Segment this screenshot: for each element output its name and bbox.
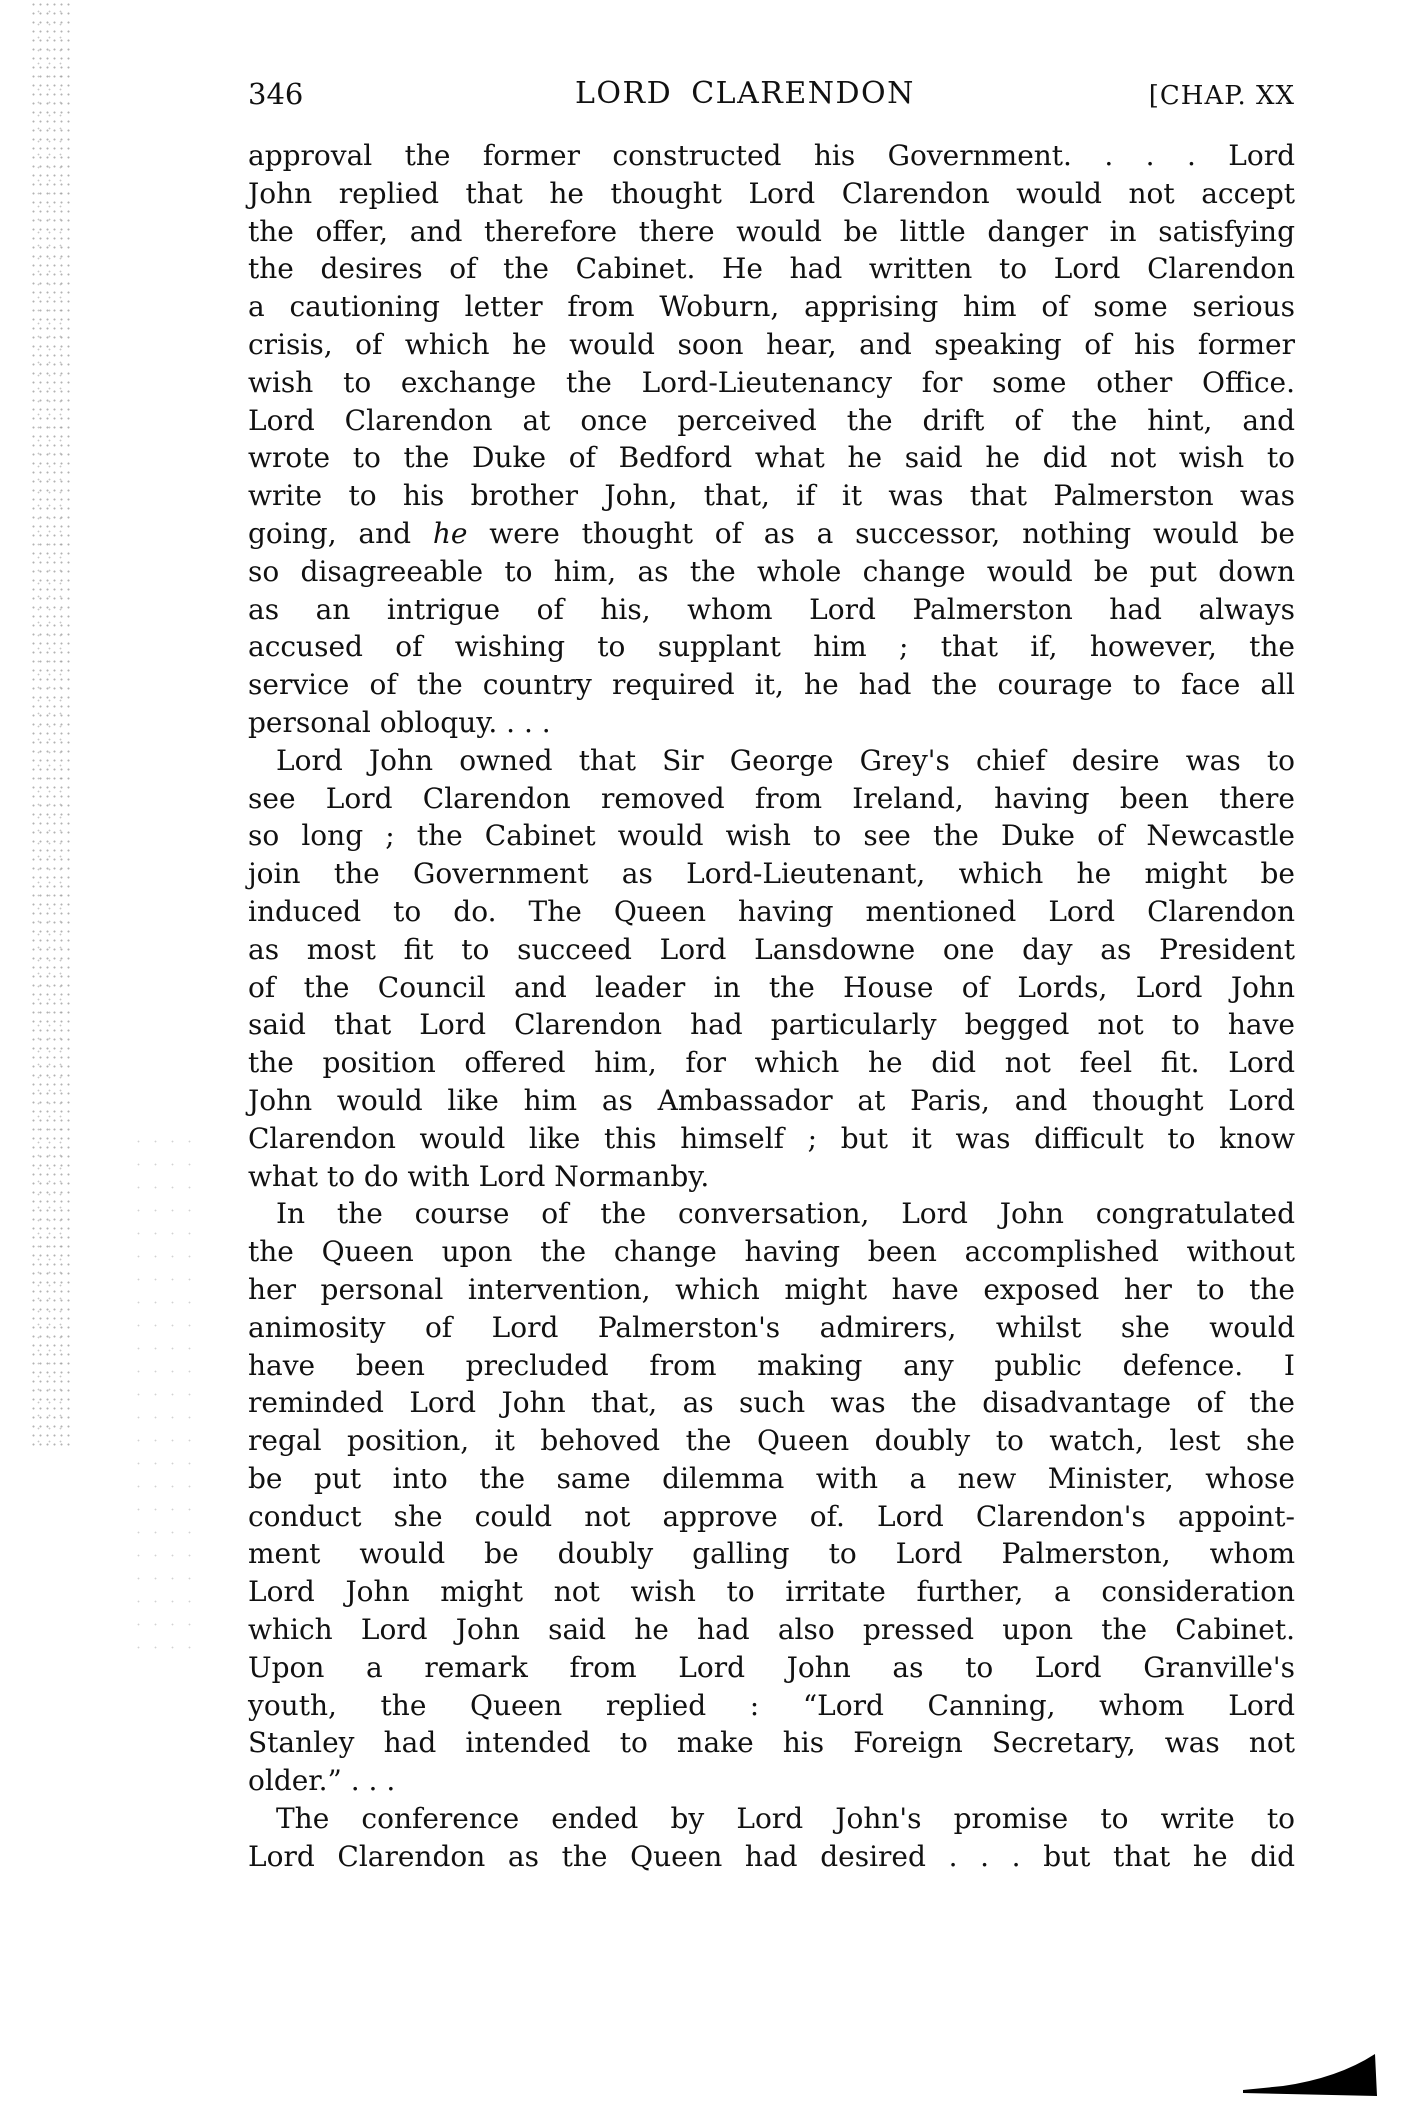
text-line: animosity of Lord Palmerston's admirers, whilst she would	[248, 1310, 1295, 1344]
text-line: so disagreeable to him, as the whole change would be put down	[248, 554, 1295, 588]
text-line: a cautioning letter from Woburn, apprising him of some serious	[248, 290, 1295, 324]
text-line: crisis, of which he would soon hear, and speaking of his former	[248, 327, 1295, 361]
body-text	[248, 137, 1295, 1876]
text-line: John replied that he thought Lord Clarendon would not accept	[248, 176, 1295, 210]
text-line: the position offered him, for which he did not feel fit. Lord	[248, 1046, 1295, 1080]
text-line: be put into the same dilemma with a new Minister, whose	[248, 1461, 1295, 1495]
text-line: Clarendon would like this himself ; but it was difficult to know	[248, 1121, 1295, 1155]
page-number: 346	[248, 77, 304, 111]
text-line: as an intrigue of his, whom Lord Palmerston had always	[248, 592, 1295, 626]
chapter-mark: [CHAP. XX	[1148, 81, 1295, 111]
text-line: service of the country required it, he had the courage to face all	[248, 668, 1295, 702]
text-line: Lord Clarendon at once perceived the drift of the hint, and	[248, 403, 1295, 437]
text-run: were thought of as a successor, nothing would be	[467, 516, 1296, 550]
text-line: reminded Lord John that, as such was the disadvantage of the	[248, 1386, 1295, 1420]
text-line: have been precluded from making any public defence. I	[248, 1348, 1295, 1382]
italic-emphasis: he	[432, 516, 468, 550]
text-line: of the Council and leader in the House of Lords, Lord John	[248, 970, 1295, 1004]
text-line: the desires of the Cabinet. He had written to Lord Clarendon	[248, 252, 1295, 286]
text-line-paragraph-end: personal obloquy. . . .	[248, 705, 551, 739]
text-line	[248, 515, 1295, 553]
text-line: which Lord John said he had also pressed upon the Cabinet.	[248, 1613, 1295, 1647]
text-line: join the Government as Lord-Lieutenant, which he might be	[248, 857, 1295, 891]
text-line: approval the former constructed his Government. . . . Lord	[248, 139, 1295, 172]
text-line: said that Lord Clarendon had particularly begged not to have	[248, 1008, 1295, 1042]
text-line-paragraph-end: older.” . . .	[248, 1764, 396, 1798]
text-line: see Lord Clarendon removed from Ireland, having been there	[248, 781, 1295, 815]
text-line-paragraph-start: The conference ended by Lord John's promise to write to	[276, 1802, 1295, 1836]
text-line-paragraph-start: Lord John owned that Sir George Grey's chief desire was to	[276, 743, 1295, 777]
text-line-paragraph-start: In the course of the conversation, Lord John congratulated	[276, 1197, 1295, 1231]
text-line: Lord Clarendon as the Queen had desired . . . but that he did	[248, 1839, 1295, 1873]
running-title: LORD CLARENDON	[575, 76, 915, 111]
catchword-wedge-icon	[1243, 2050, 1378, 2096]
text-line: accused of wishing to supplant him ; that if, however, the	[248, 630, 1295, 664]
scan-speckle-left-edge	[30, 0, 70, 1450]
text-line: Upon a remark from Lord John as to Lord Granville's	[248, 1650, 1295, 1684]
text-line: the offer, and therefore there would be little danger in satisfying	[248, 214, 1295, 248]
text-line: conduct she could not approve of. Lord Clarendon's appoint-	[248, 1499, 1295, 1533]
text-line: Stanley had intended to make his Foreign Secretary, was not	[248, 1726, 1295, 1760]
text-line: write to his brother John, that, if it was that Palmerston was	[248, 479, 1295, 513]
text-line: wish to exchange the Lord-Lieutenancy for some other Office.	[248, 365, 1295, 399]
text-line: John would like him as Ambassador at Paris, and thought Lord	[248, 1083, 1295, 1117]
text-line: induced to do. The Queen having mentioned Lord Clarendon	[248, 894, 1295, 928]
text-line: as most fit to succeed Lord Lansdowne one day as President	[248, 932, 1295, 966]
text-run: going, and	[248, 516, 433, 550]
text-line: the Queen upon the change having been accomplished without	[248, 1235, 1295, 1269]
text-line: so long ; the Cabinet would wish to see the Duke of Newcastle	[248, 819, 1295, 853]
text-line: wrote to the Duke of Bedford what he said he did not wish to	[248, 441, 1295, 475]
text-line: ment would be doubly galling to Lord Palmerston, whom	[248, 1537, 1295, 1571]
text-line-paragraph-end: what to do with Lord Normanby.	[248, 1159, 710, 1193]
running-head	[248, 76, 1295, 112]
text-line: youth, the Queen replied : “Lord Canning, whom Lord	[248, 1688, 1295, 1722]
scan-speckle-margin	[130, 1130, 200, 1650]
text-line: her personal intervention, which might have exposed her to the	[248, 1272, 1295, 1306]
text-line: regal position, it behoved the Queen doubly to watch, lest she	[248, 1424, 1295, 1458]
text-line: Lord John might not wish to irritate further, a consideration	[248, 1575, 1295, 1609]
